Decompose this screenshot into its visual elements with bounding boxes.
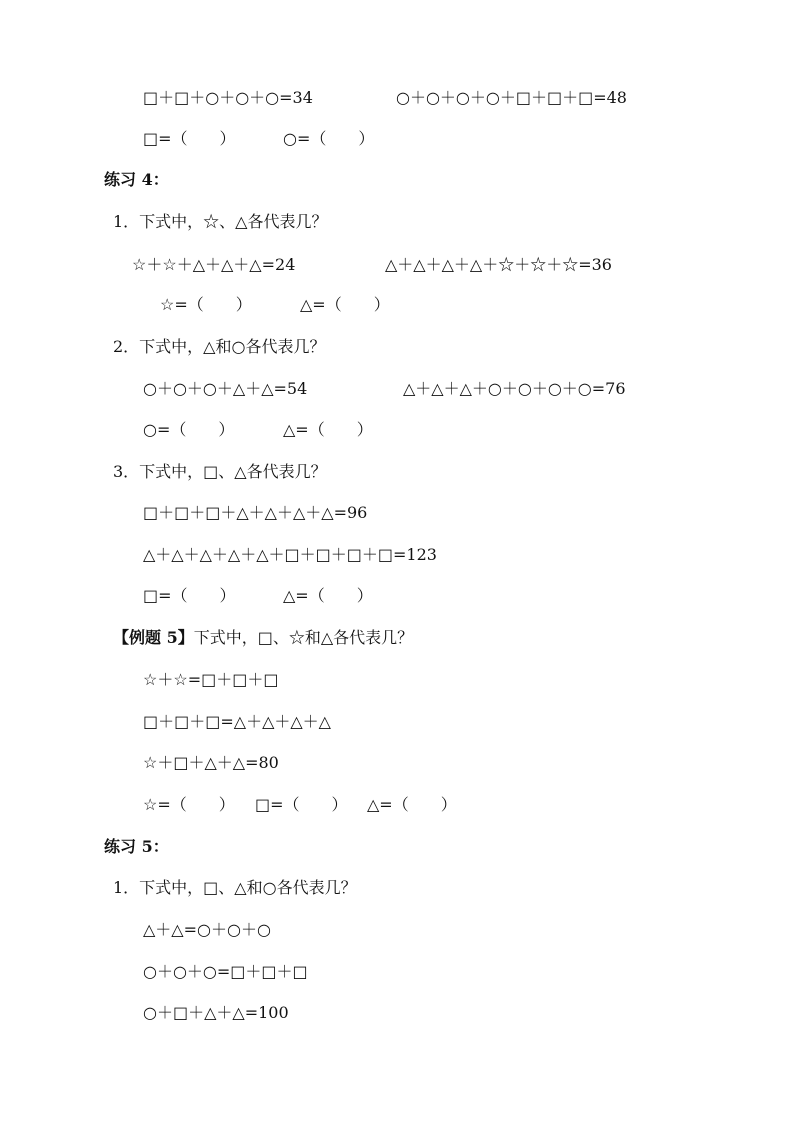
equation-line: ☆＋☆=□＋□＋□ xyxy=(143,670,279,689)
section-heading-practice-5: 练习 5： xyxy=(104,837,169,856)
example-5-title xyxy=(113,628,413,648)
equation-line: □＋□＋□=△＋△＋△＋△ xyxy=(143,712,331,731)
equation-line: ☆＋☆＋△＋△＋△=24 xyxy=(132,255,296,274)
answer-blank: □=（ ） xyxy=(143,129,236,148)
answer-blank: △=（ ） xyxy=(367,795,457,814)
answer-blank: △=（ ） xyxy=(283,586,373,605)
equation-line: □＋□＋□＋△＋△＋△＋△=96 xyxy=(143,503,368,522)
answer-blank: □=（ ） xyxy=(143,586,236,605)
question-prompt: 1．下式中，□、△和○各代表几？ xyxy=(113,878,357,897)
equation-line: ○＋□＋△＋△=100 xyxy=(143,1003,289,1022)
example-prompt: 下式中，□、☆和△各代表几？ xyxy=(193,628,414,647)
section-heading-practice-4: 练习 4： xyxy=(104,170,169,189)
question-prompt: 2．下式中，△和○各代表几？ xyxy=(113,337,326,356)
equation-line: ○＋○＋○＋△＋△=54 xyxy=(143,379,308,398)
question-prompt: 3．下式中，□、△各代表几？ xyxy=(113,462,327,481)
answer-blank: △=（ ） xyxy=(283,420,373,439)
equation-line: ○＋○＋○＋○＋□＋□＋□=48 xyxy=(396,88,627,107)
equation-line: △＋△＋△＋○＋○＋○＋○=76 xyxy=(403,379,626,398)
equation-line: △＋△=○＋○＋○ xyxy=(143,920,271,939)
answer-blank: □=（ ） xyxy=(255,795,348,814)
answer-blank: △=（ ） xyxy=(300,295,390,314)
equation-line: △＋△＋△＋△＋△＋□＋□＋□＋□=123 xyxy=(143,545,437,564)
answer-blank: ☆=（ ） xyxy=(143,795,235,814)
equation-line: □＋□＋○＋○＋○=34 xyxy=(143,88,313,107)
answer-blank: ☆=（ ） xyxy=(160,295,252,314)
answer-blank: ○=（ ） xyxy=(283,129,375,148)
question-prompt: 1．下式中，☆、△各代表几？ xyxy=(113,212,328,231)
equation-line: ○＋○＋○=□＋□＋□ xyxy=(143,962,308,981)
example-label: 【例题 5】 xyxy=(113,628,194,647)
equation-line: △＋△＋△＋△＋☆＋☆＋☆=36 xyxy=(385,255,612,274)
answer-blank: ○=（ ） xyxy=(143,420,235,439)
equation-line: ☆＋□＋△＋△=80 xyxy=(143,753,279,772)
